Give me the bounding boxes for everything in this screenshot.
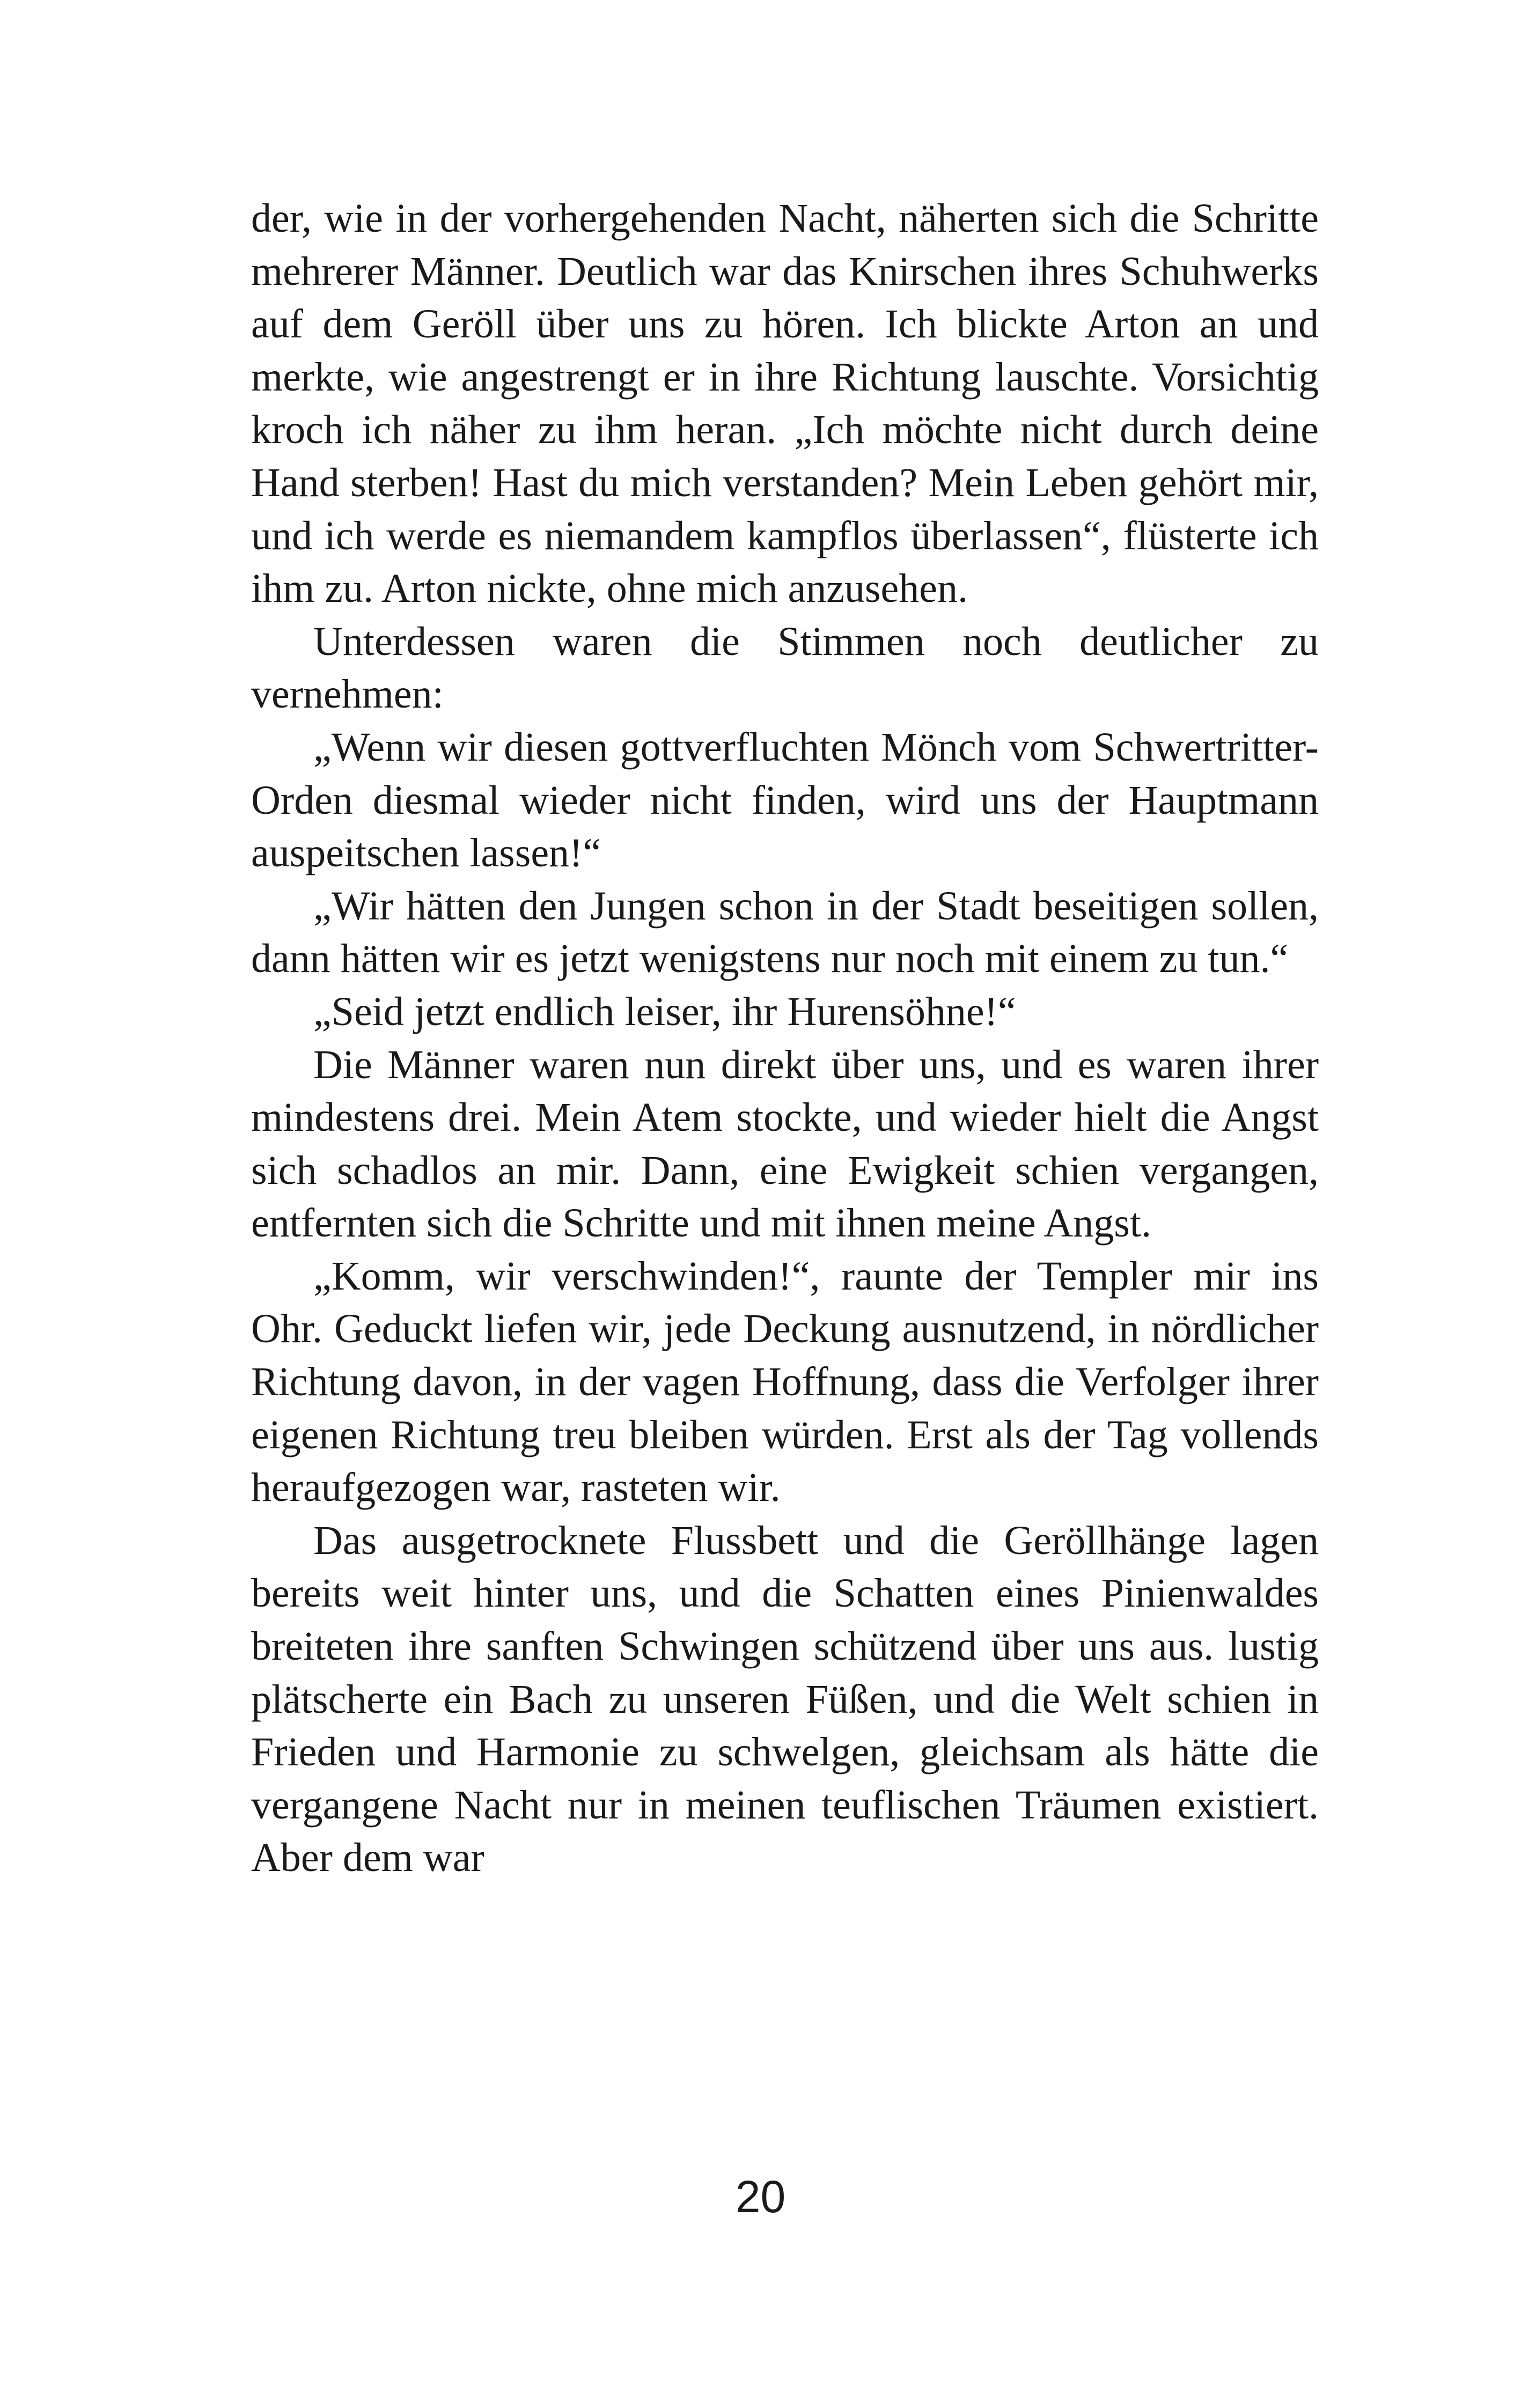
body-text <box>251 192 1319 1884</box>
paragraph-2: Unterdessen waren die Stimmen noch deutlicher zu vernehmen: <box>251 618 1319 717</box>
paragraph-3: „Wenn wir diesen gottverfluchten Mönch vom Schwertritter-Orden diesmal wieder nicht finden, wird uns der Hauptmann auspeitschen lassen!“ <box>251 724 1319 876</box>
paragraph-7: „Komm, wir verschwinden!“, raunte der Templer mir ins Ohr. Geduckt liefen wir, jede Deckung ausnutzend, in nördlicher Richtung davon, in der vagen Hoffnung, dass die Verfolger ihrer eigenen Richtung treu bleiben würden. Erst als der Tag vollends heraufgezogen war, rasteten wir. <box>251 1253 1319 1511</box>
page-number: 20 <box>735 2171 786 2222</box>
paragraph-6: Die Männer waren nun direkt über uns, und es waren ihrer mindestens drei. Mein Atem stockte, und wieder hielt die Angst sich schadlos an mir. Dann, eine Ewigkeit schien vergangen, entfernten sich die Schritte und mit ihnen meine Angst. <box>251 1042 1319 1246</box>
paragraph-5: „Seid jetzt endlich leiser, ihr Hurensöhne!“ <box>313 989 1016 1034</box>
paragraph-8: Das ausgetrocknete Flussbett und die Geröllhänge lagen bereits weit hinter uns, und die Schatten eines Pinienwaldes breiteten ihre sanften Schwingen schützend über uns aus. lustig plätscherte ein Bach zu unseren Füßen, und die Welt schien in Frieden und Harmonie zu schwelgen, gleichsam als hätte die vergangene Nacht nur in meinen teuflischen Träumen existiert. Aber dem war <box>251 1518 1319 1881</box>
paragraph-4: „Wir hätten den Jungen schon in der Stadt beseitigen sollen, dann hätten wir es jetzt wenigstens nur noch mit einem zu tun.“ <box>251 883 1319 982</box>
paragraph-1: der, wie in der vorhergehenden Nacht, näherten sich die Schritte mehrerer Männer. Deutlich war das Knirschen ihres Schuhwerks auf dem Geröll über uns zu hören. Ich blickte Arton an und merkte, wie angestrengt er in ihre Richtung lauschte. Vorsichtig kroch ich näher zu ihm heran. „Ich möchte nicht durch deine Hand sterben! Hast du mich verstanden? Mein Leben gehört mir, und ich werde es niemandem kampflos überlassen“, flüsterte ich ihm zu. Arton nickte, ohne mich anzusehen. <box>251 196 1319 612</box>
